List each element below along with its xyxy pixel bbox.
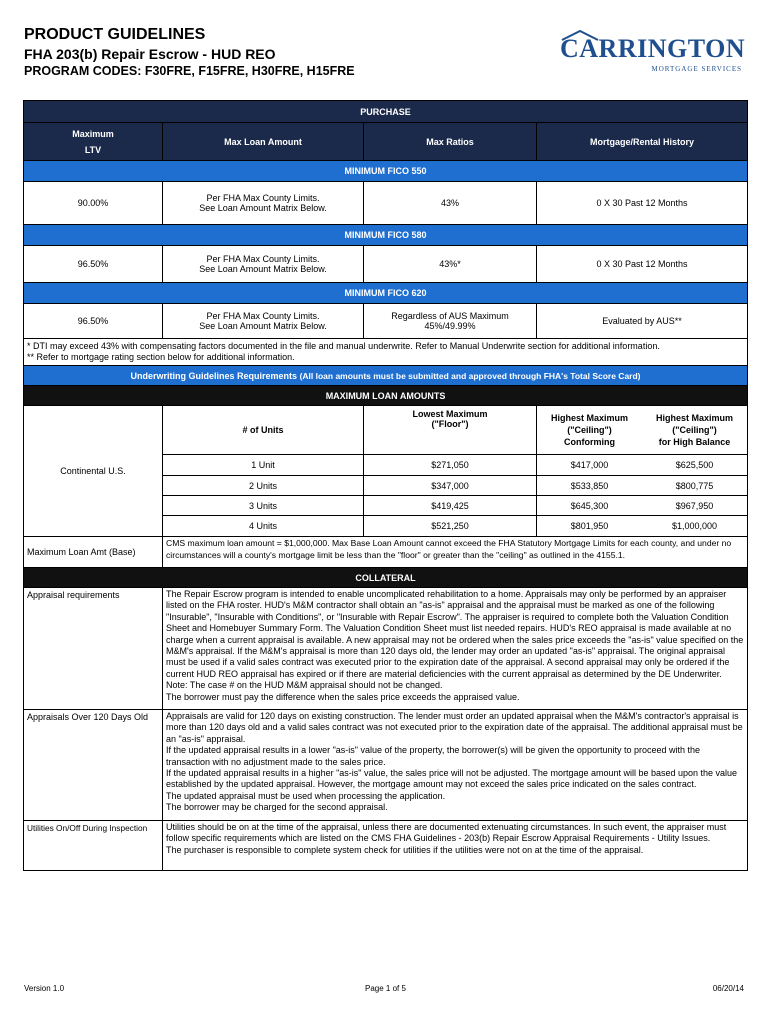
- appraisal-requirements-text: [163, 588, 748, 710]
- col-high-line1: Highest Maximum: [656, 413, 734, 423]
- col-ceiling-pair: [537, 406, 748, 455]
- loan-amount-line1: Per FHA Max County Limits.: [206, 193, 320, 203]
- col-floor-line1: Lowest Maximum: [412, 409, 488, 419]
- loan-amount-line2: See Loan Amount Matrix Below.: [199, 203, 327, 213]
- loan-amount-line1: Per FHA Max County Limits.: [206, 254, 320, 264]
- ceiling-pair: [537, 496, 748, 516]
- region-cell: Continental U.S.: [24, 406, 163, 537]
- col-units: # of Units: [163, 406, 364, 455]
- col-high-line2: ("Ceiling"): [672, 425, 717, 435]
- col-max-loan-amount: Max Loan Amount: [163, 123, 364, 161]
- col-high-balance: [642, 412, 747, 448]
- note-dti: * DTI may exceed 43% with compensating factors documented in the file and manual underwrite. Refer to Manual Underwrite section for additional information.: [27, 340, 660, 351]
- col-ceiling-line2: ("Ceiling"): [567, 425, 612, 435]
- ceiling-pair: [537, 516, 748, 537]
- col-ceiling-line3: Conforming: [564, 437, 615, 447]
- fico-heading: MINIMUM FICO 580: [24, 225, 748, 246]
- utilities-label: Utilities On/Off During Inspection: [24, 821, 163, 871]
- ltv-value: 96.50%: [24, 246, 163, 283]
- history-value: 0 X 30 Past 12 Months: [537, 246, 748, 283]
- collateral-heading: COLLATERAL: [24, 568, 748, 588]
- paragraph: The purchaser is responsible to complete system check for utilities if the utilities were not on at the time of the appraisal.: [166, 844, 644, 855]
- fico-heading: MINIMUM FICO 620: [24, 283, 748, 304]
- paragraph: If the updated appraisal results in a higher "as-is" value, the sales price will not be adjusted. The mortgage amount will be based upon the value established by the updated appraisal. However, the mortgage amount may not exceed the sales price indicated on the sales contract.: [166, 768, 738, 790]
- history-value: Evaluated by AUS**: [537, 304, 748, 339]
- ratio-cell: [364, 304, 537, 339]
- ceiling-pair: [537, 455, 748, 476]
- units-value: 2 Units: [163, 476, 364, 496]
- col-floor: [364, 406, 537, 455]
- guidelines-table: [23, 100, 748, 871]
- underwriting-title: Underwriting Guidelines Requirements: [130, 370, 298, 381]
- ceiling-value: $645,300: [570, 500, 609, 511]
- col-high-line3: for High Balance: [658, 437, 731, 447]
- ceiling-value: $417,000: [570, 460, 609, 470]
- loan-amount-line2: See Loan Amount Matrix Below.: [199, 321, 327, 331]
- ratio-value: 43%: [364, 182, 537, 225]
- ceiling-value: $801,950: [570, 521, 609, 531]
- paragraph: Utilities should be on at the time of the appraisal, unless there are documented extenuating circumstances. In such event, the appraiser must follow specific requirements which are listed on the CMS FHA Guidelines - 203(b) Repair Escrow Appraisal Requirements - Utility Issues.: [166, 822, 727, 844]
- footer-version: Version 1.0: [24, 984, 65, 993]
- high-balance-value: $1,000,000: [672, 521, 718, 531]
- col-max-ltv: [24, 123, 163, 161]
- col-ceiling-line1: Highest Maximum: [551, 413, 629, 423]
- base-loan-text: CMS maximum loan amount = $1,000,000. Max Base Loan Amount cannot exceed the FHA Statutory Mortgage Limits for each county, and under no circumstances will a county's mortgage limit be less than the "floor" or greater than the "ceiling" as outlined in the 4155.1.: [163, 537, 748, 568]
- loan-amount-line2: See Loan Amount Matrix Below.: [199, 264, 327, 274]
- col-floor-line2: ("Floor"): [431, 419, 469, 429]
- underwriting-heading: [24, 366, 748, 386]
- floor-value: $347,000: [364, 476, 537, 496]
- paragraph: The updated appraisal must be used when processing the application.: [166, 790, 446, 801]
- paragraph: Appraisals are valid for 120 days on existing construction. The lender must order an updated appraisal when the M&M's contractor's appraisal is more than 120 days old and a valid sales contract was not executed prior to the expiration date of the appraisal. The additional appraisal must be an "as-is" appraisal.: [166, 711, 743, 744]
- high-balance-value: $800,775: [675, 480, 714, 491]
- utilities-text: [163, 821, 748, 871]
- logo-tagline: MORTGAGE SERVICES: [651, 65, 742, 73]
- ratio-line1: Regardless of AUS Maximum: [391, 311, 509, 321]
- floor-value: $521,250: [364, 516, 537, 537]
- logo-name: CARRINGTON: [560, 34, 746, 63]
- col-max-ltv-line1: Maximum: [72, 128, 114, 139]
- paragraph: If the updated appraisal results in a lower "as-is" value of the property, the borrower(s) will be given the opportunity to proceed with the transaction with no adjustment made to the sales price.: [166, 745, 701, 767]
- underwriting-subtitle: (All loan amounts must be submitted and approved through FHA's Total Score Card): [299, 370, 641, 381]
- col-ceiling: [537, 412, 642, 448]
- program-codes: PROGRAM CODES: F30FRE, F15FRE, H30FRE, H15FRE: [24, 64, 355, 78]
- purchase-heading: PURCHASE: [24, 101, 748, 123]
- max-loan-heading: MAXIMUM LOAN AMOUNTS: [24, 386, 748, 406]
- page-title: PRODUCT GUIDELINES: [24, 26, 206, 43]
- loan-amount-cell: [163, 246, 364, 283]
- page-subtitle: FHA 203(b) Repair Escrow - HUD REO: [24, 46, 276, 62]
- ceiling-pair: [537, 476, 748, 496]
- footer-date: 06/20/14: [712, 984, 744, 993]
- paragraph: The borrower must pay the difference when the sales price exceeds the appraised value.: [166, 691, 520, 702]
- ratio-value: 43%*: [364, 246, 537, 283]
- purchase-notes: [24, 339, 748, 366]
- ltv-value: 90.00%: [24, 182, 163, 225]
- floor-value: $419,425: [364, 496, 537, 516]
- units-value: 1 Unit: [163, 455, 364, 476]
- appraisal-requirements-label: Appraisal requirements: [24, 588, 163, 710]
- units-value: 3 Units: [163, 496, 364, 516]
- carrington-logo: [560, 34, 746, 76]
- paragraph: The borrower may be charged for the second appraisal.: [166, 802, 388, 813]
- base-loan-label: Maximum Loan Amt (Base): [24, 537, 163, 568]
- fico-heading: MINIMUM FICO 550: [24, 161, 748, 182]
- paragraph: The Repair Escrow program is intended to enable uncomplicated rehabilitation to a home. Appraisals may only be performed by an appraiser listed on the FHA roster. HUD's M&M contractor shall obtain an "as-is" appraisal and the appraisal must be marked as one of the following "Insurable", "Insurable with Conditions", or "Insurable with Repair Escrow". The appraiser is required to complete both the Valuation Condition Sheet and Homebuyer Summary Form. The Valuation Condition Sheet must list needed repairs. HUD's REO appraisal is made available at no charge when a current appraisal is available. A new appraisal may not be ordered when the sales price exceeds the "as-is" value specified on the M&M's appraisal. If the M&M's appraisal is more than 120 days old, the lender may order an updated "as-is" appraisal. The original appraisal must be used if a valid sales contract was executed prior to the expiration date of the appraisal. A second appraisal may only be ordered if the current HUD REO appraisal has expired or if there are material deficiencies with the current appraisal as determined by the DE Underwriter. Note: The case # on the HUD M&M appraisal should not be changed.: [166, 589, 744, 691]
- col-max-ratios: Max Ratios: [364, 123, 537, 161]
- footer-page-number: Page 1 of 5: [365, 984, 406, 993]
- history-value: 0 X 30 Past 12 Months: [537, 182, 748, 225]
- floor-value: $271,050: [364, 455, 537, 476]
- appraisals-over-120-text: [163, 710, 748, 821]
- loan-amount-cell: [163, 304, 364, 339]
- units-value: 4 Units: [163, 516, 364, 537]
- loan-amount-cell: [163, 182, 364, 225]
- note-mortgage-rating: ** Refer to mortgage rating section below for additional information.: [27, 352, 295, 362]
- col-mortgage-history: Mortgage/Rental History: [537, 123, 748, 161]
- high-balance-value: $625,500: [675, 460, 714, 470]
- high-balance-value: $967,950: [675, 500, 714, 511]
- ltv-value: 96.50%: [24, 304, 163, 339]
- ceiling-value: $533,850: [570, 480, 609, 491]
- appraisals-over-120-label: Appraisals Over 120 Days Old: [24, 710, 163, 821]
- ratio-line2: 45%/49.99%: [424, 321, 476, 331]
- col-max-ltv-line2: LTV: [84, 144, 102, 155]
- loan-amount-line1: Per FHA Max County Limits.: [206, 311, 320, 321]
